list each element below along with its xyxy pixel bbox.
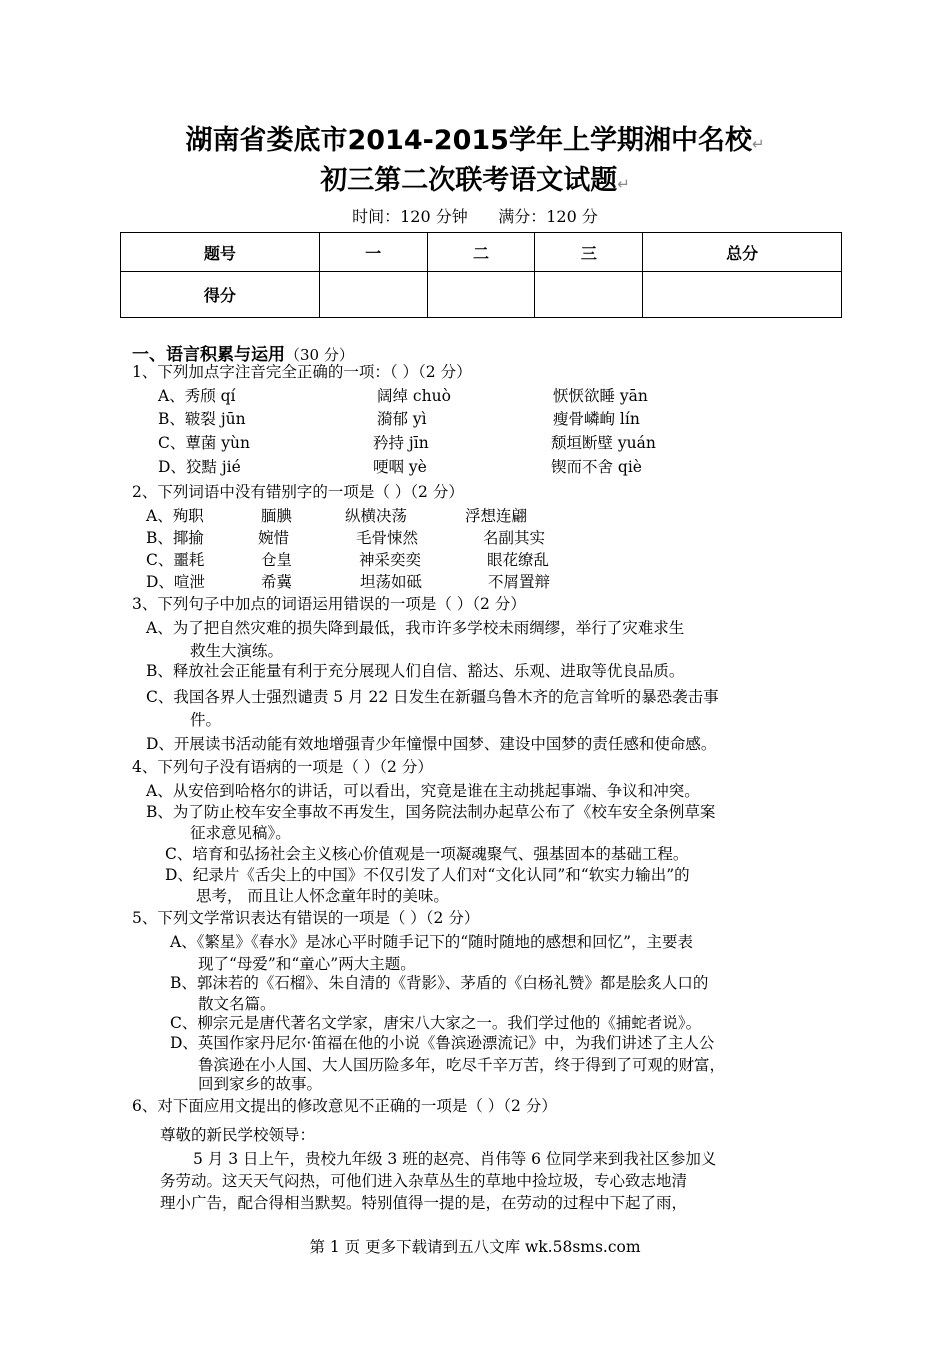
q2-option: 婉惜 [258,529,290,547]
letter-body-line: 5 月 3 日上午，贵校九年级 3 班的赵亮、肖伟等 6 位同学来到我社区参加义 [193,1150,717,1168]
q1-option: 瘦骨嶙峋 lín [553,410,640,428]
q3-option-cont: 件。 [190,711,222,729]
q5-option-cont: 散文名篇。 [198,995,276,1013]
q5-option: A、《繁星》《春水》是冰心平时随手记下的“随时随地的感想和回忆”，主要表 [170,933,694,951]
q2-option: B、揶揄 [146,529,204,547]
question-1-stem: 1、下列加点字注音完全正确的一项：（ ）（2 分） [132,363,472,381]
q4-option-cont: 思考， 而且让人怀念童年时的美味。 [196,887,449,905]
q2-option: 腼腆 [261,507,293,525]
score-table-header: 一 [319,233,427,272]
q2-option: D、喧泄 [146,573,205,591]
score-cell [643,272,842,318]
q1-option: 颓垣断壁 yuán [551,434,656,452]
exam-title-line1: 湖南省娄底市2014-2015学年上学期湘中名校↵ [185,125,765,156]
score-cell [319,272,427,318]
q4-option-cont: 征求意见稿》。 [190,824,291,842]
letter-body-line: 务劳动。这天天气闷热，可他们进入杂草丛生的草地中捡垃圾，专心致志地清 [160,1172,688,1190]
q3-option: C、我国各界人士强烈谴责 5 月 22 日发生在新疆乌鲁木齐的危言耸听的暴恐袭击事 [146,688,719,706]
q2-option: A、殉职 [146,507,204,525]
page-footer: 第 1 页 更多下载请到五八文库 wk.58sms.com [309,1238,641,1256]
q3-option: D、开展读书活动能有效地增强青少年憧憬中国梦、建设中国梦的责任感和使命感。 [146,735,717,753]
letter-body-line: 理小广告，配合得相当默契。特别值得一提的是，在劳动的过程中下起了雨， [160,1194,688,1212]
q4-option: C、培育和弘扬社会主义核心价值观是一项凝魂聚气、强基固本的基础工程。 [165,845,689,863]
score-table-header: 二 [427,233,535,272]
score-row-label: 得分 [121,272,320,318]
q1-option: 恹恹欲睡 yān [553,387,648,405]
q3-option-cont: 救生大演练。 [190,642,284,660]
q2-option: 浮想连翩 [465,507,528,525]
q5-option: C、柳宗元是唐代著名文学家，唐宋八大家之一。我们学过他的《捕蛇者说》。 [170,1014,702,1032]
q5-option-cont: 现了“母爱”和“童心”两大主题。 [198,955,416,973]
exam-time-score: 时间：120 分钟 满分：120 分 [352,207,598,226]
q4-option: B、为了防止校车安全事故不再发生，国务院法制办起草公布了《校车安全条例草案 [146,803,716,821]
q2-option: 名副其实 [483,529,546,547]
q5-option-cont: 回到家乡的故事。 [198,1075,323,1093]
question-3-stem: 3、下列句子中加点的词语运用错误的一项是（ ）（2 分） [132,595,526,613]
q1-option: 矜持 jīn [373,434,429,452]
q1-option: 漪郁 yì [377,410,427,428]
q5-option-cont: 鲁滨逊在小人国、大人国历险多年，吃尽千辛万苦，终于得到了可观的财富， [198,1056,726,1074]
q1-option: 阔绰 chuò [377,387,451,405]
q1-option: A、秀颀 qí [158,387,236,405]
q4-option: D、纪录片《舌尖上的中国》不仅引发了人们对“文化认同”和“软实力输出”的 [165,866,690,884]
q3-option: A、为了把自然灾难的损失降到最低，我市许多学校未雨绸缪，举行了灾难求生 [146,619,685,637]
score-cell [535,272,643,318]
q4-option: A、从安倍到哈格尔的讲话，可以看出，究竟是谁在主动挑起事端、争议和冲突。 [146,782,700,800]
q1-option: B、皲裂 jūn [158,410,246,428]
letter-salutation: 尊敬的新民学校领导： [160,1126,316,1144]
q5-option: D、英国作家丹尼尔·笛福在他的小说《鲁滨逊漂流记》中，为我们讲述了主人公 [170,1034,715,1052]
exam-title-line2: 初三第二次联考语文试题↵ [320,165,630,196]
score-table-header: 总分 [643,233,842,272]
q2-option: 仓皇 [261,551,293,569]
score-table-header: 三 [535,233,643,272]
question-6-stem: 6、对下面应用文提出的修改意见不正确的一项是（ ）（2 分） [132,1097,557,1115]
q2-option: 希冀 [261,573,293,591]
q2-option: 眼花缭乱 [487,551,550,569]
q5-option: B、郭沫若的《石榴》、朱自清的《背影》、茅盾的《白杨礼赞》都是脍炙人口的 [170,974,709,992]
q2-option: 神采奕奕 [359,551,422,569]
score-table [120,232,842,318]
q2-option: 不屑置辩 [488,573,551,591]
q2-option: 纵横决荡 [345,507,408,525]
question-4-stem: 4、下列句子没有语病的一项是（ ）（2 分） [132,758,433,776]
q2-option: C、噩耗 [146,551,205,569]
q1-option: D、狡黠 jié [158,458,241,476]
section-heading: 一、语言积累与运用（30 分） [132,345,354,365]
score-table-header: 题号 [121,233,320,272]
q1-option: 哽咽 yè [373,458,427,476]
q2-option: 毛骨悚然 [356,529,419,547]
q1-option: 锲而不舍 qiè [551,458,642,476]
question-2-stem: 2、下列词语中没有错别字的一项是（ ）（2 分） [132,483,464,501]
question-5-stem: 5、下列文学常识表达有错误的一项是（ ）（2 分） [132,909,480,927]
score-cell [427,272,535,318]
q3-option: B、释放社会正能量有利于充分展现人们自信、豁达、乐观、进取等优良品质。 [146,662,685,680]
q2-option: 坦荡如砥 [360,573,423,591]
q1-option: C、蕈菌 yùn [158,434,251,452]
